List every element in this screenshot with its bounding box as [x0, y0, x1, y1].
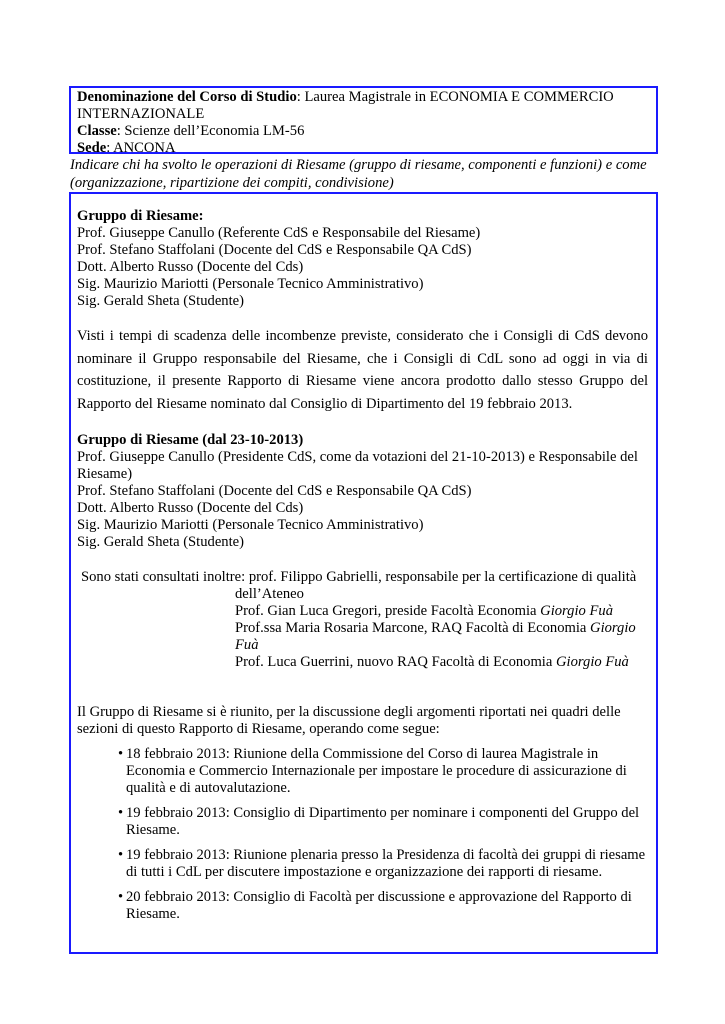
list-item	[77, 746, 648, 797]
riesame-content-box	[69, 192, 658, 954]
group2-member: Prof. Stefano Staffolani (Docente del CdS e Responsabile QA CdS)	[77, 483, 472, 500]
group1-member: Prof. Giuseppe Canullo (Referente CdS e Responsabile del Riesame)	[77, 225, 481, 241]
list-item-line: 18 febbraio 2013: Riunione della Commissione del Corso di laurea Magistrale in	[126, 746, 599, 763]
seat-line	[77, 140, 656, 157]
group2-member: Sig. Gerald Sheta (Studente)	[77, 534, 244, 551]
timing-paragraph: Visti i tempi di scadenza delle incombenze previste, considerato che i Consigli di CdS devono nominare il Gruppo responsabile del Riesame, che i Consigli di CdL sono ad oggi in via di costituzione, il presente Rapporto di Riesame viene ancora prodotto dallo stesso Gruppo del Rapporto del Riesame nominato dal Consiglio di Dipartimento del 19 febbraio 2013.	[77, 328, 648, 412]
group1-title: Gruppo di Riesame:	[77, 208, 204, 224]
group1-member: Dott. Alberto Russo (Docente del Cds)	[77, 259, 304, 275]
class-value: : Scienze dell’Economia LM-56	[116, 123, 305, 139]
list-item-line: 19 febbraio 2013: Consiglio di Dipartimento per nominare i componenti del Gruppo del	[126, 805, 640, 822]
consulted-line-4	[77, 620, 648, 637]
consulted-text: Prof.ssa Maria Rosaria Marcone, RAQ Facoltà di Economia	[235, 620, 591, 637]
course-name-value: : Laurea Magistrale in ECONOMIA E COMMERCIO	[296, 89, 614, 105]
consulted-text: Prof. Luca Guerrini, nuovo RAQ Facoltà di Economia	[235, 654, 556, 671]
group1-member: Sig. Gerald Sheta (Studente)	[77, 293, 244, 309]
class-label: Classe	[77, 123, 117, 139]
consulted-line-5: Fuà	[235, 637, 259, 654]
consulted-line-2: dell’Ateneo	[235, 586, 304, 603]
consulted-line-1: Sono stati consultati inoltre: prof. Filippo Gabrielli, responsabile per la certificazione di qualità	[81, 569, 637, 586]
list-item-line: Economia e Commercio Internazionale per impostare le procedure di assicurazione di	[126, 763, 627, 780]
group2-section	[77, 432, 648, 551]
group2-member: Sig. Maurizio Mariotti (Personale Tecnico Amministrativo)	[77, 517, 424, 534]
list-item	[77, 847, 648, 881]
instructions-line-1: Indicare chi ha svolto le operazioni di Riesame (gruppo di riesame, componenti e funzioni) e come	[70, 157, 647, 173]
group1-member: Prof. Stefano Staffolani (Docente del CdS e Responsabile QA CdS)	[77, 242, 472, 258]
group2-title: Gruppo di Riesame (dal 23-10-2013)	[77, 432, 304, 449]
consulted-italic: Giorgio Fuà	[556, 654, 629, 671]
bullet-icon: •	[118, 805, 124, 822]
list-item-line: Riesame.	[126, 906, 180, 923]
consulted-line-3	[77, 603, 648, 620]
list-item-line: 20 febbraio 2013: Consiglio di Facoltà per discussione e approvazione del Rapporto di	[126, 889, 632, 906]
instructions-text	[70, 157, 660, 192]
course-name-value-cont: INTERNAZIONALE	[77, 106, 205, 122]
group2-member: Dott. Alberto Russo (Docente del Cds)	[77, 500, 304, 517]
procedure-paragraph	[77, 704, 648, 738]
list-item-line: qualità e di autovalutazione.	[126, 780, 291, 797]
course-header-box	[69, 86, 658, 154]
list-item	[77, 805, 648, 839]
seat-label: Sede	[77, 140, 107, 156]
class-line	[77, 123, 656, 140]
consulted-text: Prof. Gian Luca Gregori, preside Facoltà Economia	[235, 603, 541, 620]
consulted-line-6	[77, 654, 648, 671]
list-item-line: Riesame.	[126, 822, 180, 839]
consulted-italic: Giorgio Fuà	[540, 603, 613, 620]
seat-value: : ANCONA	[106, 140, 176, 156]
group1-member: Sig. Maurizio Mariotti (Personale Tecnico Amministrativo)	[77, 276, 424, 292]
consulted-italic: Giorgio	[590, 620, 636, 637]
course-name-label: Denominazione del Corso di Studio	[77, 89, 297, 105]
list-item-line: 19 febbraio 2013: Riunione plenaria presso la Presidenza di facoltà dei gruppi di riesame	[126, 847, 646, 864]
group2-member: Riesame)	[77, 466, 133, 483]
list-item	[77, 889, 648, 923]
procedure-line-1: Il Gruppo di Riesame si è riunito, per la discussione degli argomenti riportati nei quadri delle	[77, 704, 621, 721]
bullet-icon: •	[118, 889, 124, 906]
consulted-section	[77, 569, 648, 671]
group2-member: Prof. Giuseppe Canullo (Presidente CdS, come da votazioni del 21-10-2013) e Responsabile del	[77, 449, 638, 466]
meetings-list	[77, 746, 648, 923]
course-name-line	[77, 89, 656, 106]
list-item-line: di tutti i CdL per discutere impostazione e organizzazione dei rapporti di riesame.	[126, 864, 603, 881]
bullet-icon: •	[118, 847, 124, 864]
instructions-line-2: (organizzazione, ripartizione dei compiti, condivisione)	[70, 174, 394, 191]
procedure-line-2: sezioni di questo Rapporto di Riesame, operando come segue:	[77, 721, 440, 738]
group1-section	[77, 208, 648, 310]
bullet-icon: •	[118, 746, 124, 763]
